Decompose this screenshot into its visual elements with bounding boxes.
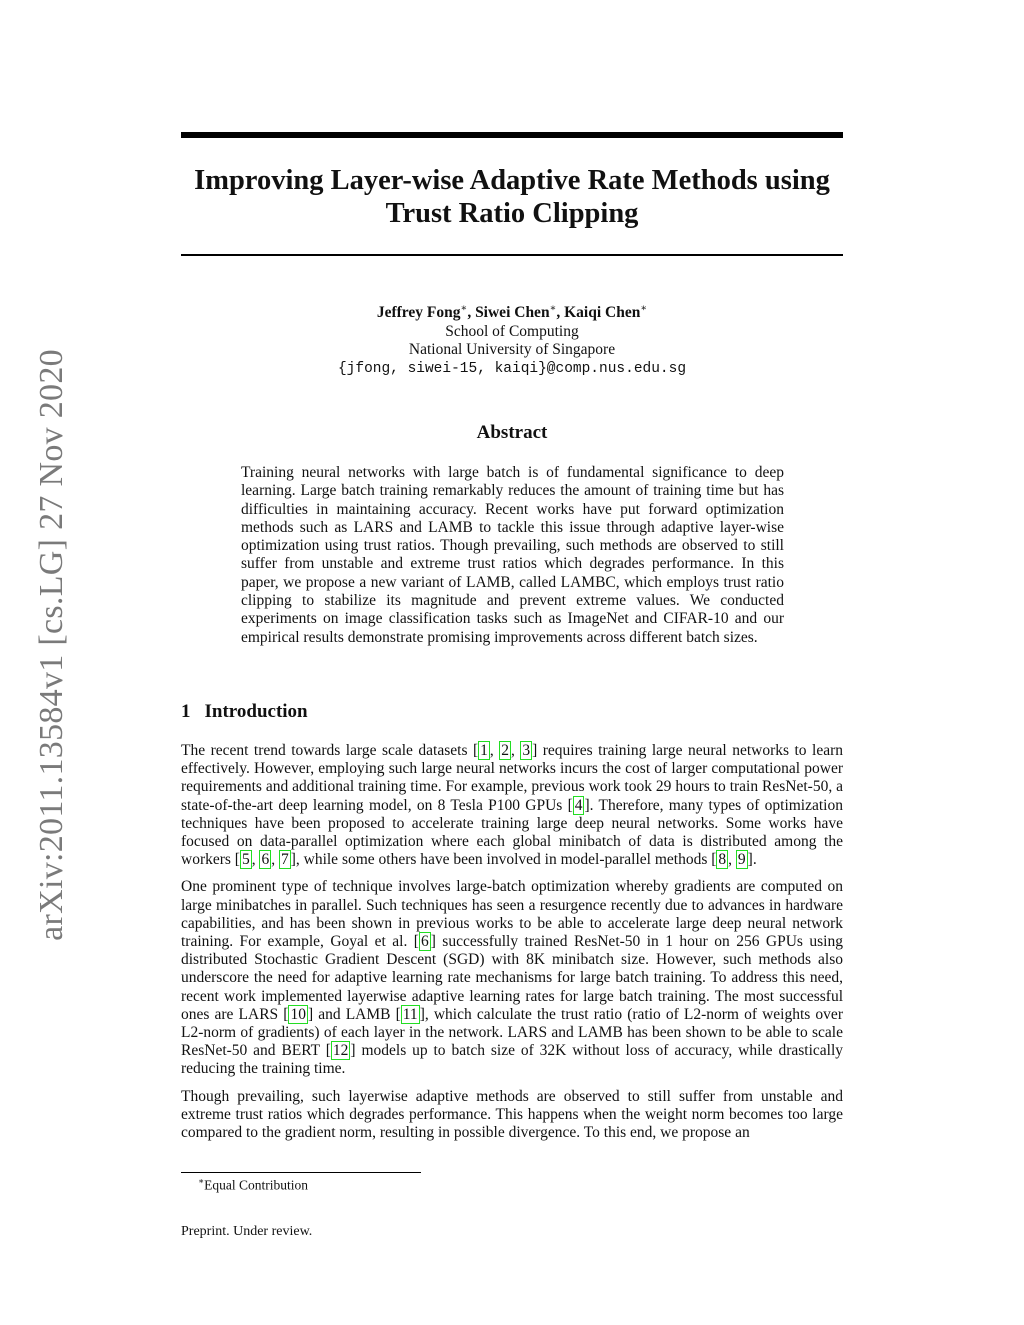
citation-link[interactable]: 7 [280,851,289,869]
arxiv-stamp: arXiv:2011.13584v1 [cs.LG] 27 Nov 2020 [33,349,70,941]
footnote-text: Equal Contribution [204,1177,308,1193]
title-line-1: Improving Layer-wise Adaptive Rate Methods using [194,165,830,196]
text-run: ] successfully trained ResNet-50 in 1 hour on 256 GPUs using distributed Stochastic Gradient Descent (SGD) with 8K minibatch size. However, such methods also underscore the need for adaptive learning rate mechanisms for large batch training. To address this need, recent work implemented layerwise adaptive learning rates for large batch training. The most successful ones are LARS [ [181,933,843,1023]
intro-paragraph-3: Though prevailing, such layerwise adaptive methods are observed to still suffer from unstable and extreme trust ratios which degrades performance. This happens when the weight norm becomes too large compared to the gradient norm, resulting in possible divergence. To this end, we propose an [181,1087,843,1142]
citation-link[interactable]: 1 [480,742,488,759]
preprint-note: Preprint. Under review. [181,1224,313,1239]
text-run: One prominent type of technique involves large-batch optimization whereby gradients are computed on large minibatches in parallel. Such techniques has seen a resurgence recently due to advances in hardware capabilities, and has been shown in previous works to be able to accelerate large deep neural network training. For example, Goyal et al. [ [181,878,843,951]
footnote-mark: ∗ [198,1176,205,1186]
citation-link[interactable]: 6 [261,851,270,869]
equal-contribution-mark: ∗ [460,303,468,314]
intro-paragraph-2 [181,878,843,1078]
citation-link[interactable]: 12 [332,1042,349,1060]
introduction-body [181,742,843,1151]
text-run: ] models up to batch size of 32K without loss of accuracy, while drastically reducing the training time. [181,1042,844,1078]
abstract-text: Training neural networks with large batch is of fundamental significance to deep learning. Large batch training remarkably reduces the amount of training time but has difficulties in maintaining accuracy. Recent works have put forward optimization methods such as LARS and LAMB to tackle this issue through adaptive layer-wise optimization using trust ratios. Though prevailing, such methods are observed to still suffer from unstable and extreme trust ratios which degrades performance. In this paper, we propose a new variant of LAMB, called LAMBC, which employs trust ratio clipping to stabilize its magnitude and prevent extreme values. We conducted experiments on image classification tasks such as ImageNet and CIFAR-10 and our empirical results demonstrate promising improvements across different batch sizes. [241,464,784,646]
citation-link[interactable]: 6 [420,933,429,951]
author-1: Jeffrey Fong [376,304,461,322]
author-affiliation-school: School of Computing [445,322,579,340]
citation-link[interactable]: 4 [574,796,583,814]
intro-paragraph-1: The recent trend towards large scale datasets [ 1 , 2 , 3 ] requires training large neural networks to learn effectively. However, employing such large neural networks incurs the cost of larger computational power requirements and additional training time. For example, previous work took 29 hours to train ResNet-50, a state-of-the-art deep learning model, on 8 Tesla P100 GPUs [ 4 ]. Therefore, many types of optimization techniques have been proposed to accelerate training large deep neural networks. Some works have focused on data-parallel optimization where each global minibatch of data is distributed among the workers [ 5 , 6 , 7 ], while some others have been involved in model-parallel methods [ 8 , 9 ]. [181,742,844,869]
citation-link[interactable]: 2 [501,742,509,759]
author-2: Siwei Chen [475,304,550,322]
citation-link[interactable]: 11 [402,1005,418,1023]
text-run: ]. [747,851,757,869]
text-run: ] and LAMB [ [307,1005,401,1023]
text-run: ] requires training large neural networks to learn effectively. However, employing such large neural networks incurs the cost of larger computational power requirements and additional training time. For example, previous work took 29 hours to train ResNet-50, a state-of-the-art deep learning model, on 8 Tesla P100 GPUs [ [181,742,844,814]
text-run: ], while some others have been involved in model-parallel methods [ [290,851,717,869]
citation-link[interactable]: 10 [290,1005,306,1023]
title-top-rule [181,132,843,138]
paper-title [181,164,843,230]
author-block [181,300,843,378]
equal-contribution-mark: ∗ [640,303,648,314]
author-emails: {jfong, siwei-15, kaiqi}@comp.nus.edu.sg [337,360,687,377]
author-affiliation-university: National University of Singapore [408,341,616,359]
citation-link[interactable]: 8 [718,851,727,869]
citation-link[interactable]: 5 [241,851,250,869]
citation-link[interactable]: 9 [737,851,746,869]
equal-contribution-mark: ∗ [549,303,557,314]
section-heading-introduction [181,701,308,723]
title-line-2: Trust Ratio Clipping [385,198,639,229]
section-title: Introduction [204,701,308,722]
author-names [181,300,843,323]
text-run: ]. Therefore, many types of optimization techniques have been proposed to accelerate training large deep neural networks. Some works have focused on data-parallel optimization where each global minibatch of data is distributed among the workers [ [181,796,843,869]
text-run: ], which calculate the trust ratio (ratio of L2-norm of weights over L2-norm of gradients) of each layer in the network. LARS and LAMB has been shown to be able to scale ResNet-50 and BERT [ [181,1005,843,1060]
section-number: 1 [181,701,191,722]
author-separator: , [556,304,565,322]
footnote [198,1176,308,1194]
author-3: Kaiqi Chen [564,304,641,322]
author-separator: , [467,304,476,322]
text-run: The recent trend towards large scale datasets [ [181,742,479,759]
abstract-heading: Abstract [476,422,548,443]
citation-link[interactable]: 3 [522,742,531,759]
title-bottom-rule [181,254,843,256]
footnote-rule [181,1172,421,1173]
